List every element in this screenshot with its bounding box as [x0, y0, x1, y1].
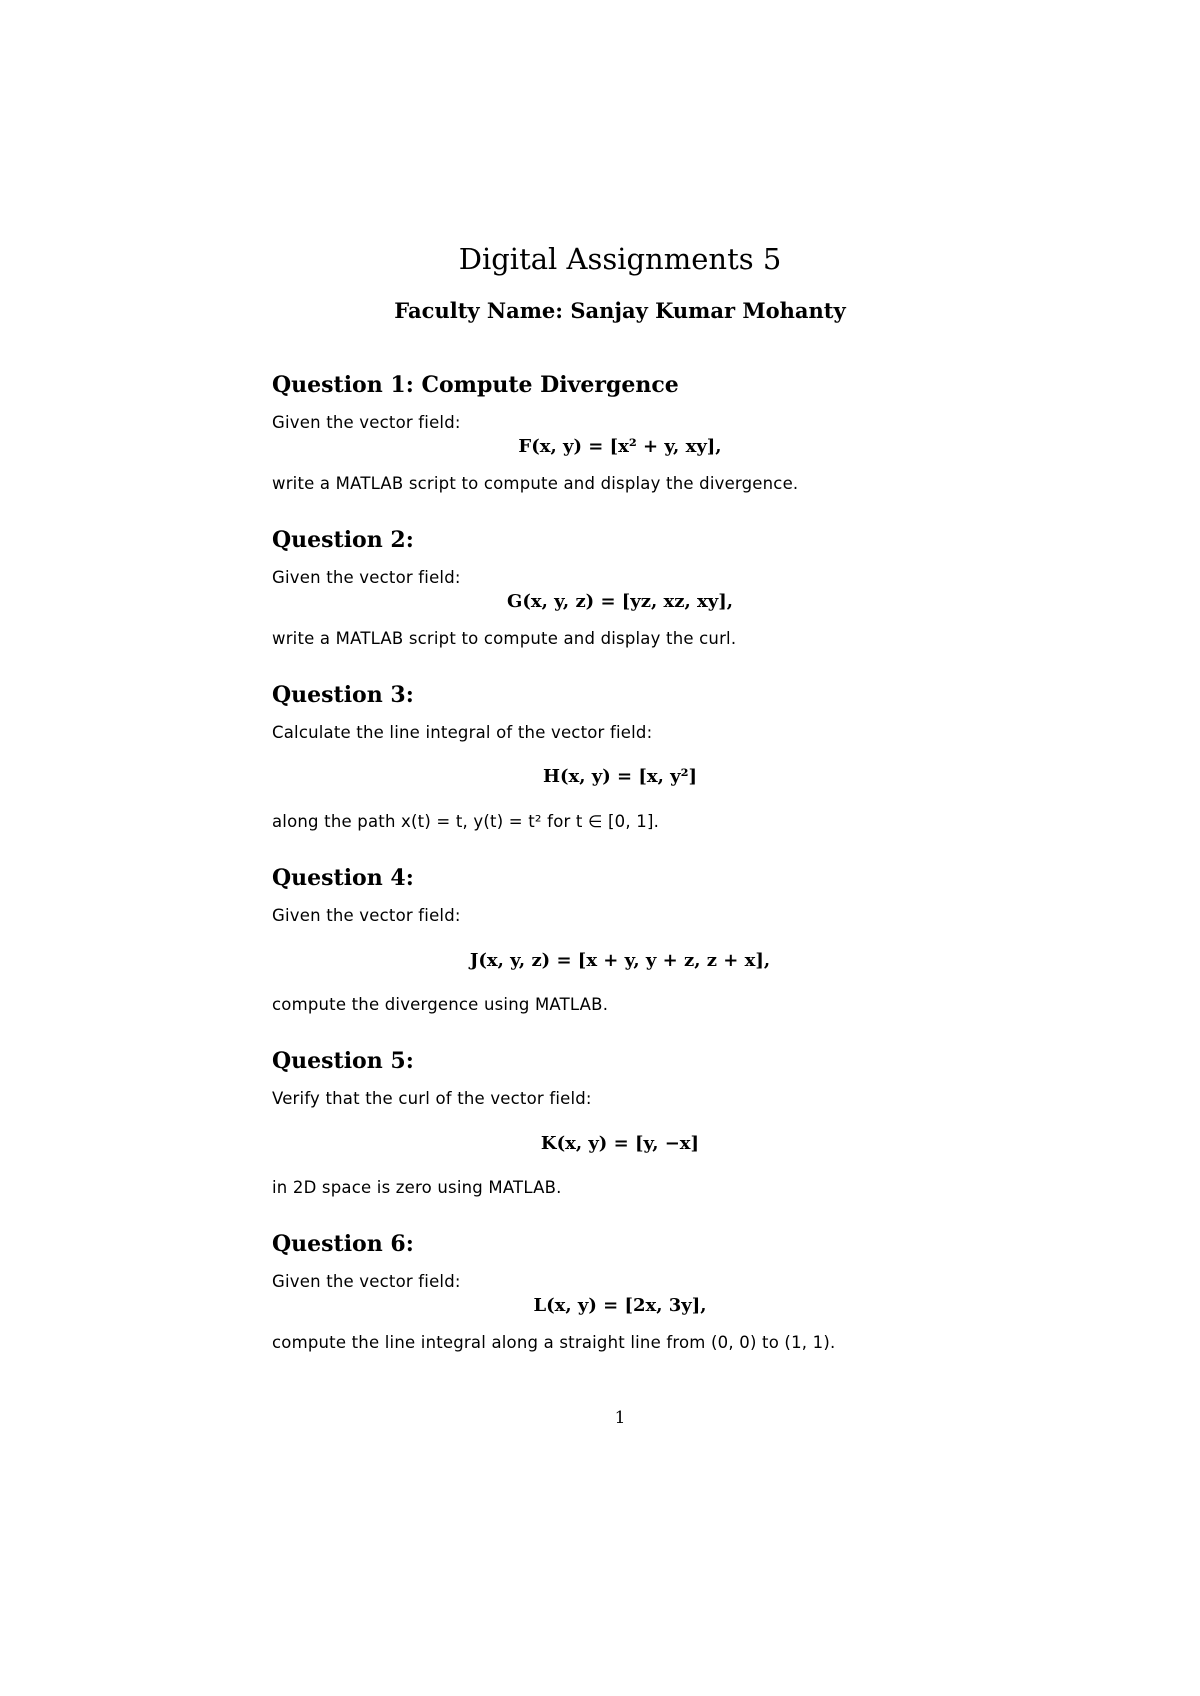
question-5-heading: Question 5:: [272, 1048, 414, 1074]
question-1-intro: Given the vector field:: [272, 413, 461, 432]
question-2-equation-text: G(x, y, z) = [yz, xz, xy],: [507, 591, 733, 612]
question-1-heading: Question 1: Compute Divergence: [272, 372, 679, 398]
question-4-heading: Question 4:: [272, 865, 414, 891]
question-2-equation: [272, 591, 968, 612]
question-4-equation: [272, 950, 968, 971]
question-3-outro: along the path x(t) = t, y(t) = t² for t ∈ [0, 1].: [272, 812, 660, 831]
question-2-outro: write a MATLAB script to compute and display the curl.: [272, 629, 737, 648]
question-6-heading: Question 6:: [272, 1231, 414, 1257]
question-5-intro: Verify that the curl of the vector field:: [272, 1089, 592, 1108]
question-6-equation: [272, 1295, 968, 1316]
question-4-equation-text: J(x, y, z) = [x + y, y + z, z + x],: [469, 950, 771, 971]
question-6-equation-text: L(x, y) = [2x, 3y],: [533, 1295, 707, 1316]
question-1-outro: write a MATLAB script to compute and display the divergence.: [272, 474, 799, 493]
question-6-outro: compute the line integral along a straight line from (0, 0) to (1, 1).: [272, 1333, 836, 1352]
question-5-outro: in 2D space is zero using MATLAB.: [272, 1178, 562, 1197]
question-1-equation: [272, 436, 968, 457]
question-5-equation: [272, 1133, 968, 1154]
question-6-intro: Given the vector field:: [272, 1272, 461, 1291]
faculty-name: Faculty Name: Sanjay Kumar Mohanty: [394, 298, 846, 323]
question-3-equation-text: H(x, y) = [x, y²]: [542, 766, 698, 787]
question-3-intro: Calculate the line integral of the vector field:: [272, 723, 653, 742]
question-4-intro: Given the vector field:: [272, 906, 461, 925]
question-4-outro: compute the divergence using MATLAB.: [272, 995, 609, 1014]
question-2-intro: Given the vector field:: [272, 568, 461, 587]
question-5-equation-text: K(x, y) = [y, −x]: [540, 1133, 700, 1154]
question-3-heading: Question 3:: [272, 682, 414, 708]
question-3-equation: [272, 766, 968, 787]
question-2-heading: Question 2:: [272, 527, 414, 553]
page-number: 1: [614, 1408, 626, 1428]
question-1-equation-text: F(x, y) = [x² + y, xy],: [518, 436, 722, 457]
page-title: Digital Assignments 5: [458, 242, 782, 276]
